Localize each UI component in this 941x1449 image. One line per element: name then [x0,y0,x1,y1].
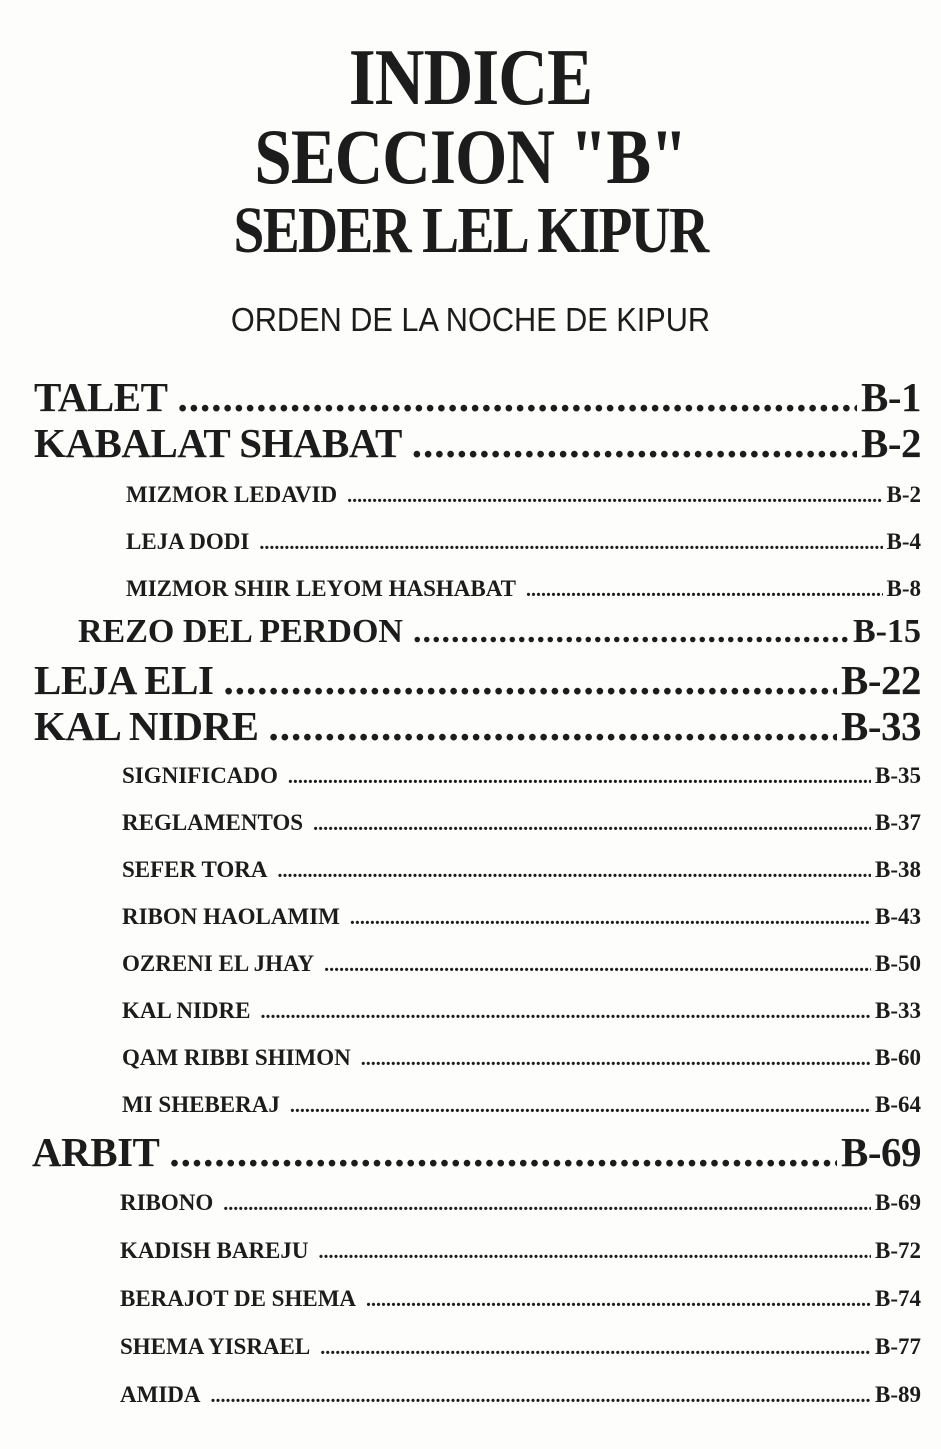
toc-entry-label: ARBIT [32,1130,160,1174]
toc-subentry [120,1188,921,1219]
toc-entry-page: B-50 [875,951,921,976]
toc-entry-label: TALET [34,375,168,419]
toc-entry-page: B-69 [841,1130,921,1174]
toc-leader-dots [320,1332,871,1363]
toc-subentry [120,1380,921,1411]
toc-entry-page: B-33 [841,704,921,748]
toc-entry-page: B-60 [875,1045,921,1070]
toc-entry-page: B-15 [853,613,921,650]
toc-entry-label: KAL NIDRE [122,998,251,1023]
toc-entry-page: B-8 [886,576,921,601]
toc-leader-dots [290,1090,871,1121]
toc-subentry [122,949,921,980]
toc-entry-page: B-35 [875,763,921,788]
toc-subentry [122,1090,921,1121]
toc-entry-page: B-72 [875,1238,921,1263]
toc-entry-label: MIZMOR LEDAVID [126,482,338,507]
toc-entry-page: B-64 [875,1092,921,1117]
toc-entry-label: REGLAMENTOS [122,810,304,835]
toc-subentry [122,855,921,886]
toc-entry-page: B-77 [875,1334,921,1359]
toc-subentry [122,761,921,792]
toc-entry-page: B-22 [841,658,921,702]
page-subtitle: ORDEN DE LA NOCHE DE KIPUR [230,301,711,338]
toc-leader-dots [413,612,849,652]
toc-entry-page: B-4 [886,529,921,554]
toc-entry-page: B-33 [875,998,921,1023]
toc-entry-page: B-38 [875,857,921,882]
toc-leader-dots [223,1188,871,1219]
toc-leader-dots [412,421,857,465]
toc-leader-dots [347,480,882,511]
toc-leader-dots [259,527,882,558]
toc-entry [78,612,921,652]
toc-entry [34,375,921,419]
toc-entry [34,658,921,702]
seder-title: SEDER LEL KIPUR [233,194,708,267]
toc-entry [32,1130,921,1174]
toc-leader-dots [177,375,857,419]
toc-subentry [122,996,921,1027]
toc-entry-label: REZO DEL PERDON [78,613,403,650]
toc-entry-page: B-2 [861,421,921,465]
toc-entry-label: QAM RIBBI SHIMON [122,1045,351,1070]
toc-leader-dots [278,855,871,886]
toc-subentry [122,902,921,933]
toc-entry-label: KABALAT SHABAT [34,421,402,465]
toc-subentry [126,480,921,511]
toc-entry-page: B-37 [875,810,921,835]
toc-entry-page: B-2 [886,482,921,507]
toc-leader-dots [268,704,837,748]
toc-entry-label: MI SHEBERAJ [122,1092,280,1117]
toc-entry [34,704,921,748]
toc-entry-label: RIBON HAOLAMIM [122,904,340,929]
toc-leader-dots [223,658,837,702]
toc-entry-label: MIZMOR SHIR LEYOM HASHABAT [126,576,516,601]
toc-subentry [122,1043,921,1074]
toc-subentry [126,574,921,605]
toc-entry-label: SHEMA YISRAEL [120,1334,311,1359]
toc-leader-dots [260,996,871,1027]
toc-subentry [126,527,921,558]
toc-entry-label: KADISH BAREJU [120,1238,309,1263]
toc-leader-dots [361,1043,871,1074]
page-title: INDICE [348,34,593,122]
toc-subentry [120,1332,921,1363]
toc-subentry [120,1236,921,1267]
toc-leader-dots [211,1380,872,1411]
toc-leader-dots [526,574,883,605]
toc-entry-label: OZRENI EL JHAY [122,951,315,976]
toc-entry-page: B-1 [861,375,921,419]
toc-entry-page: B-74 [875,1286,921,1311]
toc-entry-label: SIGNIFICADO [122,763,278,788]
toc-subentry [120,1284,921,1315]
toc-entry-label: LEJA DODI [126,529,250,554]
toc-leader-dots [366,1284,871,1315]
toc-subentry [122,808,921,839]
section-title: SECCION "B" [254,113,687,200]
toc-entry-page: B-89 [875,1382,921,1407]
toc-entry [34,421,921,465]
toc-leader-dots [350,902,871,933]
toc-leader-dots [324,949,871,980]
toc-entry-label: KAL NIDRE [34,704,259,748]
toc-entry-page: B-69 [875,1190,921,1215]
toc-entry-label: BERAJOT DE SHEMA [120,1286,357,1311]
toc-leader-dots [169,1130,837,1174]
toc-entry-page: B-43 [875,904,921,929]
toc-entry-label: SEFER TORA [122,857,268,882]
toc-entry-label: RIBONO [120,1190,214,1215]
toc-leader-dots [313,808,871,839]
toc-entry-label: LEJA ELI [34,658,214,702]
toc-leader-dots [288,761,871,792]
toc-leader-dots [319,1236,871,1267]
toc-entry-label: AMIDA [120,1382,201,1407]
